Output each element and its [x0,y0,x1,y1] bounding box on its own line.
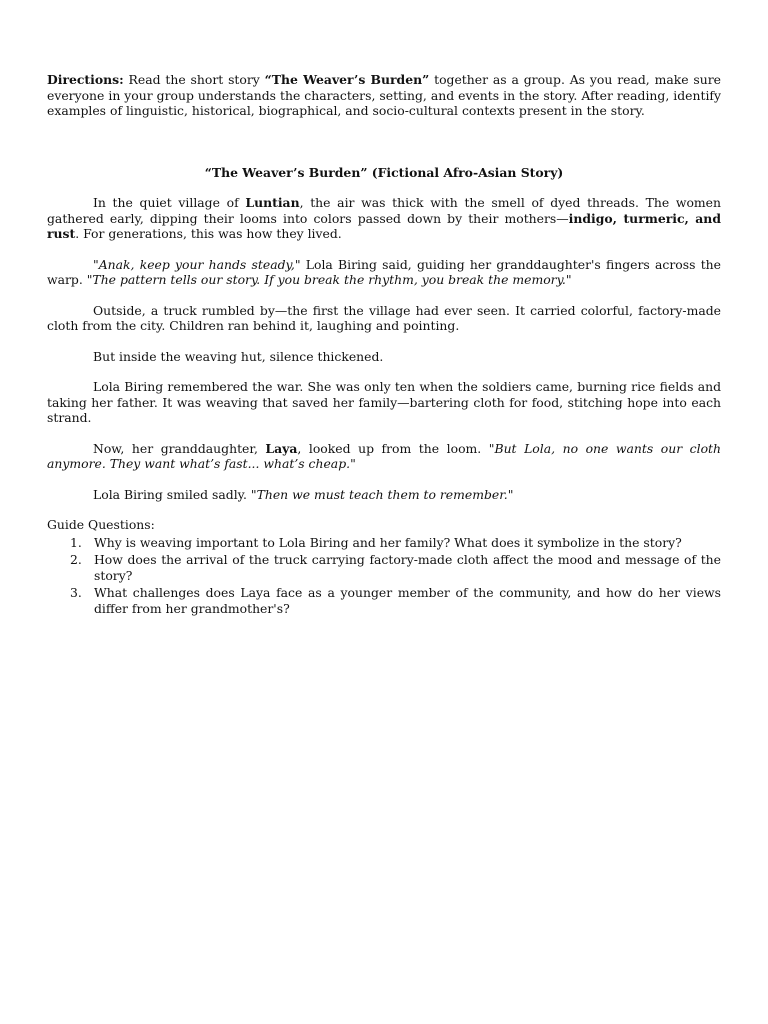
story-paragraph-5: Lola Biring remembered the war. She was only ten when the soldiers came, burning rice fields and taking her father. It was weaving that saved her family—bartering cloth for food, stitching hope into each strand. [47,379,721,425]
p1-text-b: , the air was thick with the smell of dyed threads. The women gathered early, dipping their looms into colors passed down by their mothers— [47,195,721,226]
question-number: 3. [70,585,82,600]
p1-village-name: Luntian [245,195,300,210]
p7-quote-end: " [507,486,514,502]
guide-questions-list [47,535,721,617]
p6-quote: "But Lola, no one wants our cloth anymore. They want what’s fast... what’s cheap." [47,440,721,471]
p7-text-a: Lola Biring smiled sadly. [93,486,251,502]
p1-colors: indigo, turmeric, and rust [47,210,721,241]
question-number: 2. [70,552,82,567]
guide-question-item [47,535,721,551]
p6-character-name: Laya [265,440,298,456]
guide-question-item [47,552,721,583]
p2-quote-1: "Anak, keep your hands steady," [93,256,301,272]
p1-text-c: . For generations, this was how they lived. [75,226,342,241]
story-paragraph-3: Outside, a truck rumbled by—the first the village had ever seen. It carried colorful, factory-made cloth from the city. Children ran behind it, laughing and pointing. [47,302,721,333]
p2-text-mid: Lola Biring said, guiding her granddaughter's fingers across the warp. [47,256,721,287]
directions-text-before: Read the short story [123,72,265,87]
story-paragraph-2 [47,257,721,288]
document-page [47,72,721,618]
guide-questions-heading: Guide Questions: [47,517,155,532]
p6-text-b: , looked up from the loom. [297,440,489,456]
question-text: What challenges does Laya face as a younger member of the community, and how do her views differ from her grandmother's? [94,585,721,616]
story-paragraph-7 [47,487,721,503]
question-text: Why is weaving important to Lola Biring and her family? What does it symbolize in the story? [94,534,682,550]
directions-label: Directions: [47,72,124,87]
directions-paragraph [47,72,721,119]
p6-text-a: Now, her granddaughter, [93,440,266,456]
p2-quote-2: "The pattern tells our story. If you break the rhythm, you break the memory." [86,272,572,287]
question-number: 1. [70,534,82,550]
guide-question-item [47,585,721,616]
directions-text-after: together as a group. As you read, make sure everyone in your group understands the characters, setting, and events in the story. After reading, identify examples of linguistic, historical, biographical, and socio-cultural contexts present in the story. [47,72,722,118]
story-paragraph-4: But inside the weaving hut, silence thickened. [93,348,384,364]
p1-text-a: In the quiet village of [93,195,246,210]
question-text: How does the arrival of the truck carrying factory-made cloth affect the mood and message of the story? [94,552,721,583]
story-paragraph-6 [47,441,721,472]
p7-quote: "Then we must teach them to remember. [250,486,508,502]
story-title: “The Weaver’s Burden” (Fictional Afro-Asian Story) [204,164,564,180]
story-paragraph-1 [47,195,721,242]
directions-story-ref: “The Weaver’s Burden” [264,72,430,87]
